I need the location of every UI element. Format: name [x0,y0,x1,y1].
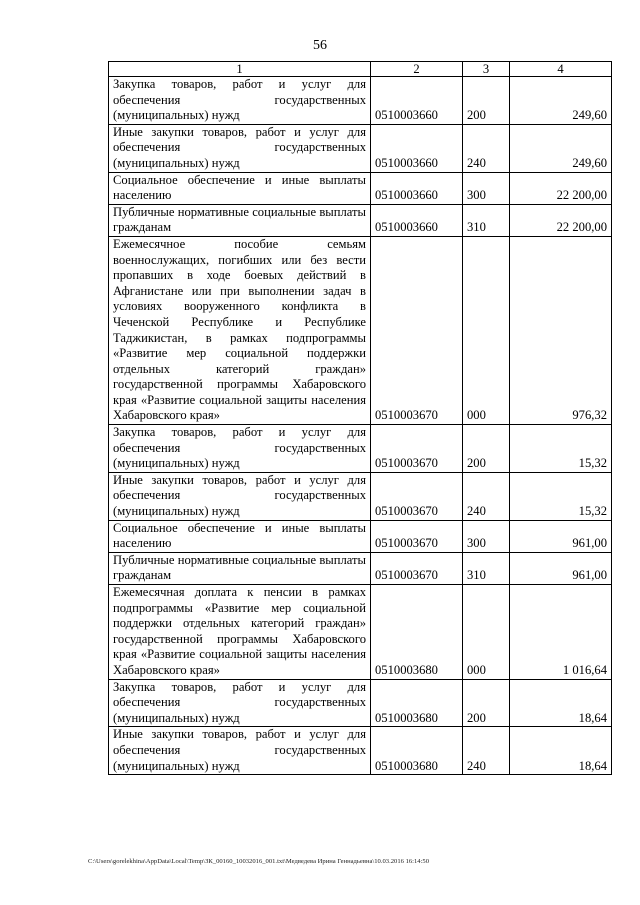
row-target-code: 0510003680 [371,727,463,775]
row-expense-type: 310 [463,204,510,236]
row-amount: 22 200,00 [510,204,612,236]
row-expense-type: 240 [463,727,510,775]
row-description: Иные закупки товаров, работ и услуг для обеспечения государственных (муниципальных) нужд [109,472,371,520]
row-description: Ежемесячное пособие семьям военнослужащих, погибших или без вести пропавших в ходе боевых действий в Афганистане или при выполнении задач в условиях вооруженного конфликта в Чеченской Республике и Республике Таджикистан, в рамках подпрограммы «Развитие мер социальной поддержки отдельных категорий граждан» государственной программы Хабаровского края «Развитие социальной защиты населения Хабаровского края» [109,236,371,424]
header-row [109,62,612,77]
table-row [109,172,612,204]
row-target-code: 0510003660 [371,204,463,236]
row-amount: 22 200,00 [510,172,612,204]
row-amount: 15,32 [510,425,612,473]
row-target-code: 0510003670 [371,236,463,424]
row-expense-type: 000 [463,236,510,424]
table-row [109,585,612,680]
row-target-code: 0510003660 [371,124,463,172]
row-target-code: 0510003670 [371,552,463,584]
row-expense-type: 240 [463,472,510,520]
row-description: Публичные нормативные социальные выплаты гражданам [109,552,371,584]
row-amount: 1 016,64 [510,585,612,680]
row-expense-type: 240 [463,124,510,172]
table-row [109,77,612,125]
row-target-code: 0510003680 [371,585,463,680]
table-row [109,679,612,727]
column-header-4: 4 [510,62,612,77]
row-target-code: 0510003660 [371,172,463,204]
table-row [109,472,612,520]
row-amount: 15,32 [510,472,612,520]
table-row [109,552,612,584]
column-header-3: 3 [463,62,510,77]
row-expense-type: 300 [463,520,510,552]
row-target-code: 0510003670 [371,425,463,473]
row-expense-type: 300 [463,172,510,204]
row-amount: 961,00 [510,552,612,584]
row-amount: 249,60 [510,124,612,172]
row-description: Закупка товаров, работ и услуг для обеспечения государственных (муниципальных) нужд [109,425,371,473]
row-amount: 18,64 [510,679,612,727]
document-file-path: C:\Users\gorelekhina\AppData\Local\Temp\ЗК_00160_10032016_001.txt\Медведева Ирина Геннадьевна\10.03.2016 16:14:50 [88,858,430,865]
row-expense-type: 000 [463,585,510,680]
row-target-code: 0510003670 [371,472,463,520]
page-number: 56 [313,38,327,53]
row-description: Социальное обеспечение и иные выплаты населению [109,520,371,552]
row-amount: 976,32 [510,236,612,424]
budget-table [108,61,612,775]
row-expense-type: 310 [463,552,510,584]
table-row [109,124,612,172]
table-row [109,727,612,775]
row-target-code: 0510003670 [371,520,463,552]
row-description: Иные закупки товаров, работ и услуг для обеспечения государственных (муниципальных) нужд [109,124,371,172]
table-row [109,204,612,236]
row-amount: 961,00 [510,520,612,552]
row-expense-type: 200 [463,77,510,125]
row-amount: 249,60 [510,77,612,125]
row-expense-type: 200 [463,425,510,473]
row-description: Социальное обеспечение и иные выплаты населению [109,172,371,204]
row-description: Закупка товаров, работ и услуг для обеспечения государственных (муниципальных) нужд [109,77,371,125]
row-target-code: 0510003680 [371,679,463,727]
row-target-code: 0510003660 [371,77,463,125]
row-description: Публичные нормативные социальные выплаты гражданам [109,204,371,236]
table-row [109,236,612,424]
row-amount: 18,64 [510,727,612,775]
column-header-1: 1 [109,62,371,77]
row-description: Закупка товаров, работ и услуг для обеспечения государственных (муниципальных) нужд [109,679,371,727]
table-row [109,520,612,552]
column-header-2: 2 [371,62,463,77]
table-row [109,425,612,473]
row-expense-type: 200 [463,679,510,727]
row-description: Ежемесячная доплата к пенсии в рамках подпрограммы «Развитие мер социальной поддержки отдельных категорий граждан» государственной программы Хабаровского края «Развитие социальной защиты населения Хабаровского края» [109,585,371,680]
row-description: Иные закупки товаров, работ и услуг для обеспечения государственных (муниципальных) нужд [109,727,371,775]
